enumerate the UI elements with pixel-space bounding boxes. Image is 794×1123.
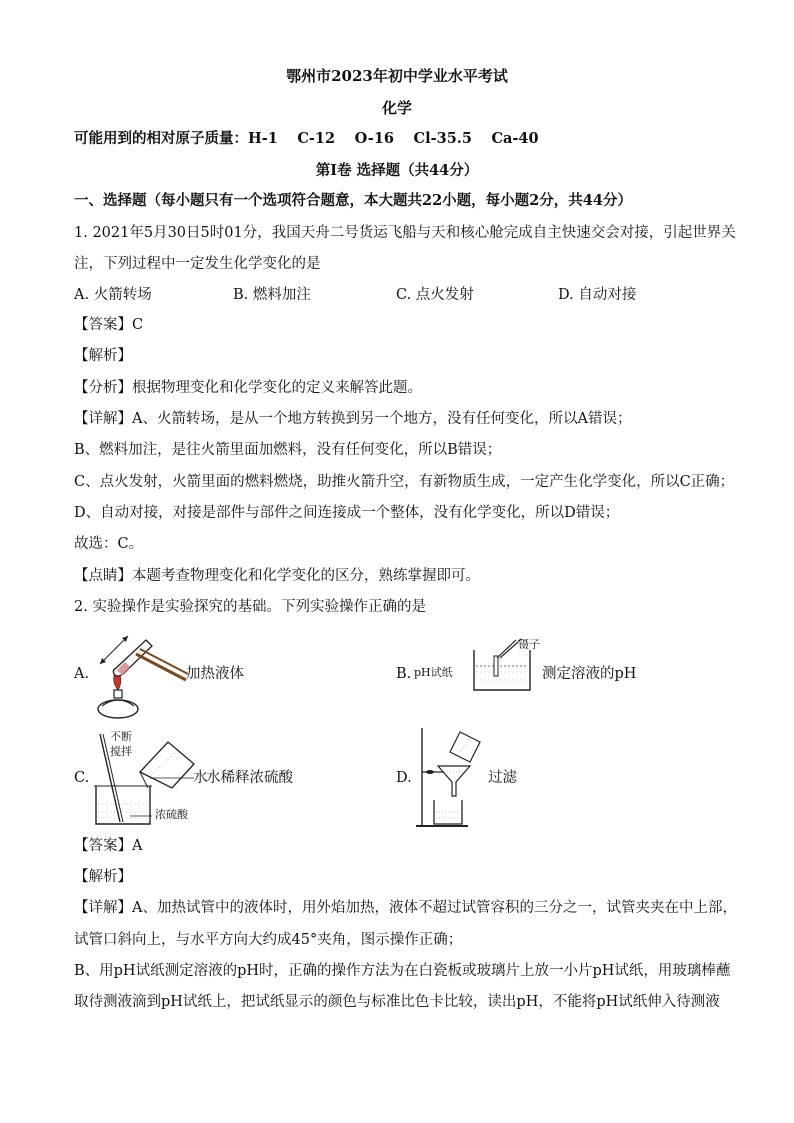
q2-b-label-tweezers: 镊子 — [518, 638, 540, 651]
q2-c-label-stir2: 搅拌 — [110, 745, 132, 758]
q1-option-d: D. 自动对接 — [558, 287, 637, 303]
q2-a-caption: 加热液体 — [186, 666, 244, 682]
q2-answer: 【答案】A — [74, 838, 143, 854]
q2-c-label-acid: 浓硫酸 — [155, 808, 188, 821]
q1-detail-c: C、点火发射，火箭里面的燃料燃烧，助推火箭升空，有新物质生成，一定产生化学变化，所以C正确； — [74, 474, 735, 490]
q1-stem-line2: 注，下列过程中一定发生化学变化的是 — [74, 256, 321, 272]
q2-b-letter: B. — [396, 666, 412, 682]
q1-conclusion: 故选：C。 — [74, 536, 144, 552]
q1-detail-d: D、自动对接，对接是部件与部件之间连接成一个整体，没有化学变化，所以D错误； — [74, 505, 620, 521]
q2-detail-b2: 取待测液滴到pH试纸上，把试纸显示的颜色与标准比色卡比较，读出pH，不能将pH试纸伸入待测液 — [74, 994, 720, 1010]
q1-option-a: A. 火箭转场 — [74, 287, 152, 303]
q2-c-label-water: 水 — [193, 770, 208, 786]
atomic-masses: 可能用到的相对原子质量：H-1 C-12 O-16 Cl-35.5 Ca-40 — [74, 130, 539, 147]
part-title: 第Ⅰ卷 选择题（共44分） — [315, 162, 479, 179]
q1-detail-b: B、燃料加注，是往火箭里面加燃料，没有任何变化，所以B错误； — [74, 442, 502, 458]
q1-answer: 【答案】C — [74, 317, 144, 333]
filtration-diagram — [412, 724, 492, 832]
q2-c-caption: 水稀释浓硫酸 — [206, 770, 293, 786]
q2-analysis-label: 【解析】 — [74, 869, 132, 885]
q1-option-c: C. 点火发射 — [396, 287, 474, 303]
q1-stem-line1: 1. 2021年5月30日5时01分，我国天舟二号货运飞船与天和核心舱完成自主快速交会对接，引起世界关 — [74, 225, 736, 241]
q2-stem: 2. 实验操作是实验探究的基础。下列实验操作正确的是 — [74, 599, 426, 615]
q2-detail-a1: 【详解】A、加热试管中的液体时，用外焰加热，液体不超过试管容积的三分之一，试管夹夹在中上部， — [74, 900, 737, 916]
heating-liquid-diagram — [90, 624, 190, 724]
q1-comment: 【点睛】本题考查物理变化和化学变化的区分，熟练掌握即可。 — [74, 568, 480, 584]
q2-d-caption: 过滤 — [488, 770, 517, 786]
q2-a-letter: A. — [74, 666, 90, 682]
q2-c-letter: C. — [74, 770, 90, 786]
q2-detail-b1: B、用pH试纸测定溶液的pH时，正确的操作方法为在白瓷板或玻璃片上放一小片pH试纸，用玻璃棒蘸 — [74, 963, 731, 979]
section-title: 一、选择题（每小题只有一个选项符合题意，本大题共22小题，每小题2分，共44分） — [74, 192, 632, 209]
q2-detail-a2: 试管口斜向上，与水平方向大约成45°夹角，图示操作正确； — [74, 932, 463, 948]
q2-c-label-stir1: 不断 — [110, 730, 132, 743]
subject-title: 化学 — [381, 99, 412, 117]
q2-b-label-paper: pH试纸 — [414, 666, 453, 679]
q1-detail-a: 【详解】A、火箭转场，是从一个地方转换到另一个地方，没有任何变化，所以A错误； — [74, 411, 632, 427]
q1-analysis: 【分析】根据物理变化和化学变化的定义来解答此题。 — [74, 380, 422, 396]
q2-b-caption: 测定溶液的pH — [542, 666, 637, 682]
exam-title: 鄂州市2023年初中学业水平考试 — [286, 67, 508, 85]
q2-d-letter: D. — [396, 770, 412, 786]
q1-option-b: B. 燃料加注 — [233, 287, 311, 303]
q1-analysis-label: 【解析】 — [74, 348, 132, 364]
